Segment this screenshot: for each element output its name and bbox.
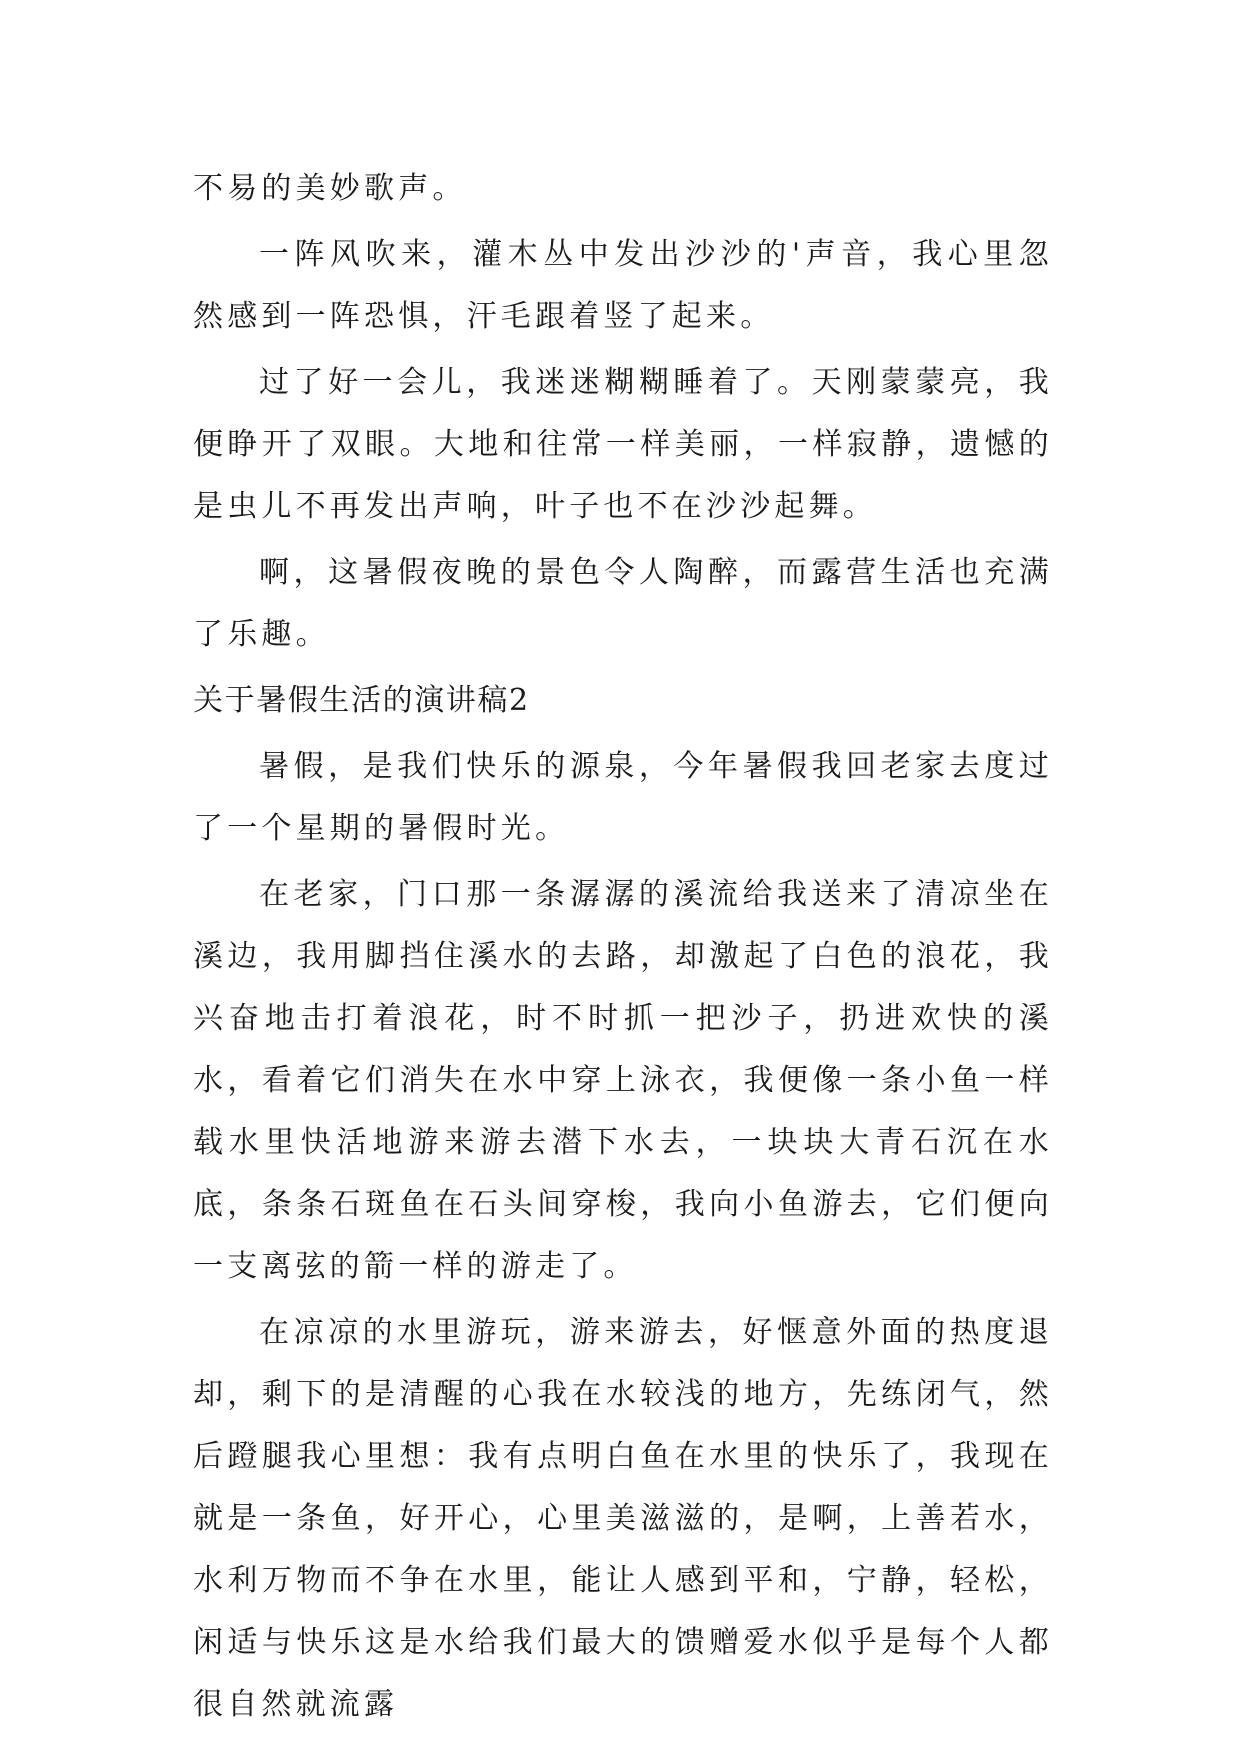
- paragraph: 在凉凉的水里游玩，游来游去，好惬意外面的热度退却，剩下的是清醒的心我在水较浅的地方，先练闭气，然后蹬腿我心里想：我有点明白鱼在水里的快乐了，我现在就是一条鱼，好开心，心里美滋滋的，是啊，上善若水，水利万物而不争在水里，能让人感到平和，宁静，轻松，闲适与快乐这是水给我们最大的馈赠爱水似乎是每个人都很自然就流露: [193, 1315, 1053, 1722]
- paragraph: 不易的美妙歌声。: [193, 171, 467, 206]
- paragraph: 在老家，门口那一条潺潺的溪流给我送来了清凉坐在溪边，我用脚挡住溪水的去路，却激起了白色的浪花，我兴奋地击打着浪花，时不时抓一把沙子，扔进欢快的溪水，看着它们消失在水中穿上泳衣，我便像一条小鱼一样载水里快活地游来游去潜下水去，一块块大青石沉在水底，条条石斑鱼在石头间穿梭，我向小鱼游去，它们便向一支离弦的箭一样的游走了。: [193, 877, 1053, 1284]
- section-heading: 关于暑假生活的演讲稿2: [193, 683, 530, 718]
- paragraph: 一阵风吹来，灌木丛中发出沙沙的'声音，我心里忽然感到一阵恐惧，汗毛跟着竖了起来。: [193, 237, 1053, 334]
- document-body: [193, 158, 1053, 1740]
- paragraph: 暑假，是我们快乐的源泉，今年暑假我回老家去度过了一个星期的暑假时光。: [193, 749, 1053, 846]
- paragraph: 过了好一会儿，我迷迷糊糊睡着了。天刚蒙蒙亮，我便睁开了双眼。大地和往常一样美丽，一样寂静，遗憾的是虫儿不再发出声响，叶子也不在沙沙起舞。: [193, 365, 1053, 524]
- paragraph: 啊，这暑假夜晚的景色令人陶醉，而露营生活也充满了乐趣。: [193, 555, 1053, 652]
